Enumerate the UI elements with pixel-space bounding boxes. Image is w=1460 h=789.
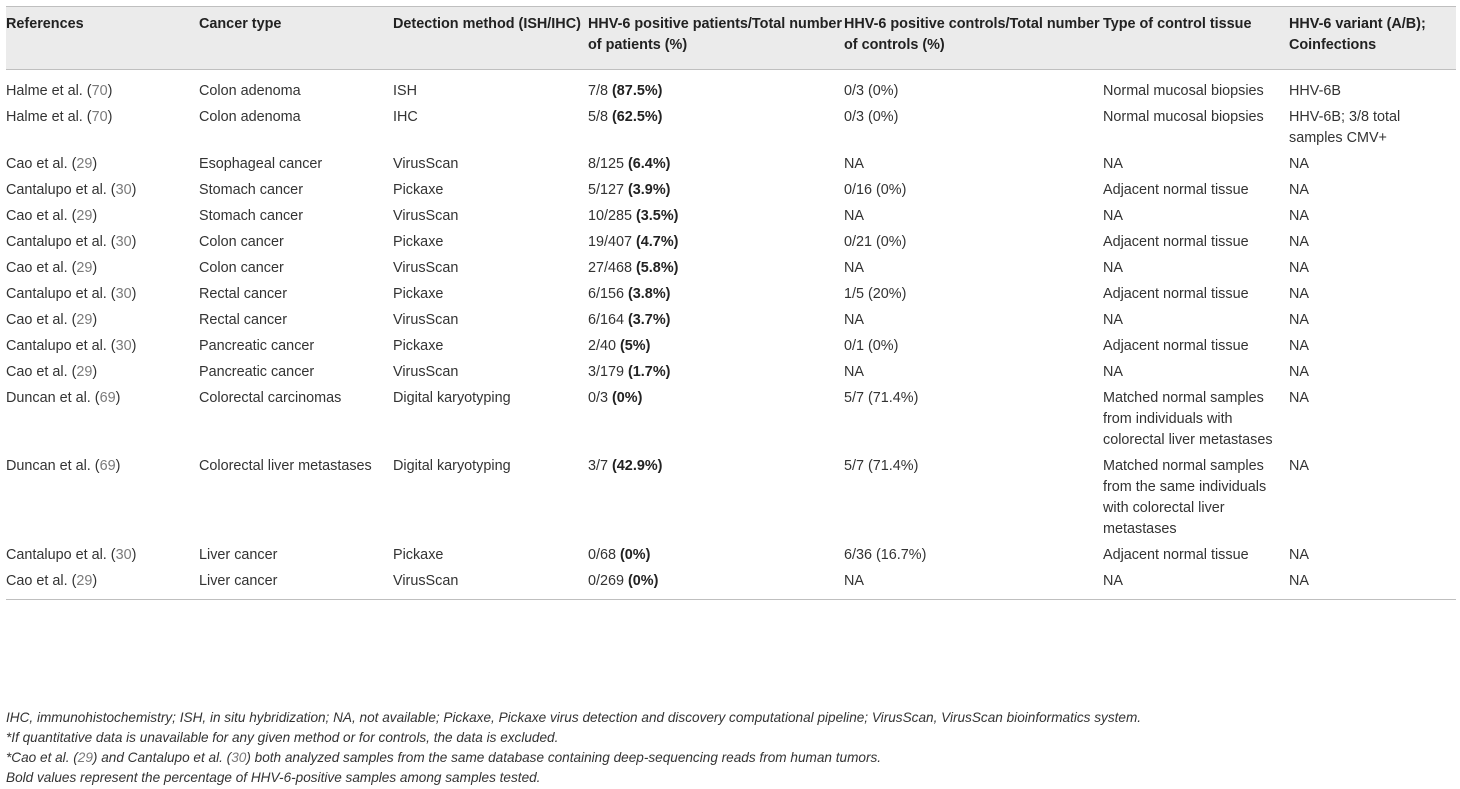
table-body xyxy=(6,70,1456,600)
cell-cancer-type: Pancreatic cancer xyxy=(199,338,315,354)
cell-reference: Cantalupo et al. (30) xyxy=(6,338,137,354)
patients-percent: (3.9%) xyxy=(628,182,671,198)
citation-link[interactable]: 69 xyxy=(99,390,116,406)
table-row xyxy=(6,384,1456,452)
cell-detection-method: Digital karyotyping xyxy=(393,390,511,406)
cell-detection-method: Digital karyotyping xyxy=(393,458,511,474)
table-row xyxy=(6,358,1456,384)
cell-control-tissue: NA xyxy=(1103,208,1123,224)
patients-percent: (42.9%) xyxy=(612,458,663,474)
header-positive-controls: HHV-6 positive controls/Total number of controls (%) xyxy=(844,16,1100,53)
citation-link[interactable]: 29 xyxy=(76,260,93,276)
cell-control-tissue: Matched normal samples from the same individuals with colorectal liver metastases xyxy=(1103,458,1267,537)
cell-cancer-type: Colon cancer xyxy=(199,260,284,276)
cell-positive-controls: 0/3 (0%) xyxy=(844,109,899,125)
reference-author: Cao et al. xyxy=(6,156,68,172)
patients-ratio: 6/164 xyxy=(588,312,625,328)
cell-positive-patients xyxy=(588,384,844,452)
cell-variant: NA xyxy=(1289,338,1309,354)
citation-link[interactable]: 70 xyxy=(91,83,108,99)
table-row xyxy=(6,452,1456,541)
cell-variant: NA xyxy=(1289,182,1309,198)
cell-positive-controls: 6/36 (16.7%) xyxy=(844,547,927,563)
footnote-text: *Cao et al. ( xyxy=(6,750,78,765)
cell-positive-controls: 0/16 (0%) xyxy=(844,182,907,198)
cell-positive-controls: NA xyxy=(844,260,864,276)
cell-control-tissue: NA xyxy=(1103,573,1123,589)
cell-cancer-type: Colorectal carcinomas xyxy=(199,390,342,406)
table-row xyxy=(6,567,1456,600)
table-row xyxy=(6,254,1456,280)
table-row xyxy=(6,176,1456,202)
patients-percent: (0%) xyxy=(628,573,659,589)
header-positive-patients: HHV-6 positive patients/Total number of patients (%) xyxy=(588,16,843,53)
cell-positive-patients xyxy=(588,358,844,384)
cell-cancer-type: Colon cancer xyxy=(199,234,284,250)
cell-positive-patients xyxy=(588,254,844,280)
footnote-abbreviations: IHC, immunohistochemistry; ISH, in situ hybridization; NA, not available; Pickaxe, Pickaxe virus detection and discovery computational pipeline; VirusScan, VirusScan bioinformatics system. xyxy=(6,710,1142,725)
cell-reference: Cantalupo et al. (30) xyxy=(6,234,137,250)
cell-control-tissue: NA xyxy=(1103,364,1123,380)
reference-author: Cao et al. xyxy=(6,573,68,589)
cell-detection-method: ISH xyxy=(393,83,417,99)
table-row xyxy=(6,228,1456,254)
patients-ratio: 19/407 xyxy=(588,234,633,250)
cell-variant: NA xyxy=(1289,547,1309,563)
reference-author: Halme et al. xyxy=(6,109,83,125)
cell-detection-method: Pickaxe xyxy=(393,182,444,198)
cell-variant: NA xyxy=(1289,390,1309,406)
patients-ratio: 0/3 xyxy=(588,390,609,406)
patients-percent: (0%) xyxy=(612,390,643,406)
cell-detection-method: VirusScan xyxy=(393,260,459,276)
cell-positive-patients xyxy=(588,280,844,306)
cell-control-tissue: Adjacent normal tissue xyxy=(1103,182,1249,198)
cell-positive-patients xyxy=(588,70,844,104)
citation-link[interactable]: 69 xyxy=(99,458,116,474)
cell-positive-patients xyxy=(588,150,844,176)
cell-positive-patients xyxy=(588,103,844,150)
cell-detection-method: VirusScan xyxy=(393,156,459,172)
patients-ratio: 7/8 xyxy=(588,83,609,99)
cell-control-tissue: Matched normal samples from individuals with colorectal liver metastases xyxy=(1103,390,1273,448)
cell-reference: Duncan et al. (69) xyxy=(6,458,121,474)
cell-cancer-type: Pancreatic cancer xyxy=(199,364,315,380)
patients-percent: (4.7%) xyxy=(636,234,679,250)
cell-cancer-type: Esophageal cancer xyxy=(199,156,323,172)
cell-detection-method: VirusScan xyxy=(393,208,459,224)
hhv6-cancer-table xyxy=(6,6,1456,600)
patients-ratio: 0/269 xyxy=(588,573,625,589)
cell-reference: Duncan et al. (69) xyxy=(6,390,121,406)
reference-author: Cao et al. xyxy=(6,260,68,276)
cell-detection-method: Pickaxe xyxy=(393,286,444,302)
patients-percent: (62.5%) xyxy=(612,109,663,125)
table-row xyxy=(6,202,1456,228)
citation-link[interactable]: 29 xyxy=(77,750,93,765)
reference-author: Cantalupo et al. xyxy=(6,234,107,250)
cell-positive-controls: 1/5 (20%) xyxy=(844,286,907,302)
cell-positive-controls: NA xyxy=(844,312,864,328)
patients-ratio: 10/285 xyxy=(588,208,633,224)
cell-cancer-type: Colon adenoma xyxy=(199,83,301,99)
reference-author: Cantalupo et al. xyxy=(6,338,107,354)
patients-percent: (3.5%) xyxy=(636,208,679,224)
reference-author: Duncan et al. xyxy=(6,390,91,406)
cell-variant: HHV-6B; 3/8 total samples CMV+ xyxy=(1289,109,1401,146)
cell-control-tissue: NA xyxy=(1103,156,1123,172)
cell-control-tissue: NA xyxy=(1103,260,1123,276)
cell-positive-patients xyxy=(588,332,844,358)
cell-control-tissue: Adjacent normal tissue xyxy=(1103,286,1249,302)
cell-reference: Cao et al. (29) xyxy=(6,260,98,276)
cell-positive-patients xyxy=(588,306,844,332)
cell-variant: NA xyxy=(1289,156,1309,172)
footnote-quantitative: *If quantitative data is unavailable for any given method or for controls, the data is excluded. xyxy=(6,730,559,745)
cell-variant: NA xyxy=(1289,364,1309,380)
patients-percent: (3.8%) xyxy=(628,286,671,302)
cell-positive-controls: NA xyxy=(844,364,864,380)
data-table-container xyxy=(6,6,1456,600)
reference-author: Cantalupo et al. xyxy=(6,547,107,563)
reference-author: Cao et al. xyxy=(6,312,68,328)
cell-reference: Cantalupo et al. (30) xyxy=(6,286,137,302)
citation-link[interactable]: 70 xyxy=(91,109,108,125)
footnote-text: ) both analyzed samples from the same database containing deep-sequencing reads from human tumors. xyxy=(246,750,882,765)
cell-positive-patients xyxy=(588,228,844,254)
table-row xyxy=(6,306,1456,332)
cell-variant: NA xyxy=(1289,458,1309,474)
cell-reference: Cao et al. (29) xyxy=(6,156,98,172)
cell-variant: NA xyxy=(1289,260,1309,276)
table-row xyxy=(6,541,1456,567)
citation-link[interactable]: 29 xyxy=(76,156,93,172)
cell-detection-method: IHC xyxy=(393,109,418,125)
patients-percent: (5.8%) xyxy=(636,260,679,276)
cell-cancer-type: Colorectal liver metastases xyxy=(199,458,372,474)
cell-control-tissue: Adjacent normal tissue xyxy=(1103,234,1249,250)
cell-cancer-type: Rectal cancer xyxy=(199,312,287,328)
patients-percent: (87.5%) xyxy=(612,83,663,99)
cell-control-tissue: Normal mucosal biopsies xyxy=(1103,83,1264,99)
cell-detection-method: Pickaxe xyxy=(393,338,444,354)
table-footnotes xyxy=(6,708,1456,788)
citation-link[interactable]: 30 xyxy=(115,547,132,563)
cell-reference: Halme et al. (70) xyxy=(6,83,113,99)
table-header-row xyxy=(6,7,1456,70)
citation-link[interactable]: 29 xyxy=(76,312,93,328)
reference-author: Cantalupo et al. xyxy=(6,182,107,198)
cell-detection-method: VirusScan xyxy=(393,364,459,380)
cell-reference: Cao et al. (29) xyxy=(6,312,98,328)
cell-reference: Cantalupo et al. (30) xyxy=(6,182,137,198)
cell-detection-method: VirusScan xyxy=(393,573,459,589)
header-control-tissue: Type of control tissue xyxy=(1103,16,1252,32)
cell-control-tissue: Adjacent normal tissue xyxy=(1103,547,1249,563)
cell-cancer-type: Stomach cancer xyxy=(199,182,303,198)
reference-author: Halme et al. xyxy=(6,83,83,99)
table-row xyxy=(6,70,1456,104)
cell-variant: NA xyxy=(1289,286,1309,302)
cell-reference: Cao et al. (29) xyxy=(6,208,98,224)
cell-cancer-type: Liver cancer xyxy=(199,547,278,563)
cell-positive-controls: 0/3 (0%) xyxy=(844,83,899,99)
patients-percent: (1.7%) xyxy=(628,364,671,380)
cell-positive-controls: 5/7 (71.4%) xyxy=(844,390,919,406)
reference-author: Cao et al. xyxy=(6,208,68,224)
patients-ratio: 2/40 xyxy=(588,338,617,354)
cell-positive-controls: NA xyxy=(844,573,864,589)
patients-percent: (3.7%) xyxy=(628,312,671,328)
patients-ratio: 5/127 xyxy=(588,182,625,198)
patients-ratio: 6/156 xyxy=(588,286,625,302)
cell-variant: HHV-6B xyxy=(1289,83,1341,99)
citation-link[interactable]: 30 xyxy=(231,750,247,765)
cell-positive-controls: 5/7 (71.4%) xyxy=(844,458,919,474)
citation-link[interactable]: 30 xyxy=(115,182,132,198)
patients-ratio: 27/468 xyxy=(588,260,633,276)
patients-percent: (5%) xyxy=(620,338,651,354)
patients-percent: (6.4%) xyxy=(628,156,671,172)
cell-positive-patients xyxy=(588,567,844,600)
reference-author: Duncan et al. xyxy=(6,458,91,474)
cell-cancer-type: Colon adenoma xyxy=(199,109,301,125)
citation-link[interactable]: 30 xyxy=(115,234,132,250)
cell-cancer-type: Rectal cancer xyxy=(199,286,287,302)
table-row xyxy=(6,280,1456,306)
table-row xyxy=(6,332,1456,358)
footnote-bold-values: Bold values represent the percentage of HHV-6-positive samples among samples tested. xyxy=(6,770,541,785)
citation-link[interactable]: 30 xyxy=(115,338,132,354)
cell-variant: NA xyxy=(1289,208,1309,224)
cell-cancer-type: Liver cancer xyxy=(199,573,278,589)
cell-positive-patients xyxy=(588,202,844,228)
citation-link[interactable]: 30 xyxy=(115,286,132,302)
cell-reference: Halme et al. (70) xyxy=(6,109,113,125)
citation-link[interactable]: 29 xyxy=(76,573,93,589)
cell-variant: NA xyxy=(1289,234,1309,250)
reference-author: Cantalupo et al. xyxy=(6,286,107,302)
cell-control-tissue: Normal mucosal biopsies xyxy=(1103,109,1264,125)
patients-ratio: 3/179 xyxy=(588,364,625,380)
header-variant: HHV-6 variant (A/B); Coinfections xyxy=(1289,16,1426,53)
patients-ratio: 0/68 xyxy=(588,547,617,563)
cell-positive-patients xyxy=(588,176,844,202)
cell-detection-method: Pickaxe xyxy=(393,234,444,250)
citation-link[interactable]: 29 xyxy=(76,208,93,224)
cell-positive-controls: 0/21 (0%) xyxy=(844,234,907,250)
reference-author: Cao et al. xyxy=(6,364,68,380)
cell-control-tissue: NA xyxy=(1103,312,1123,328)
cell-variant: NA xyxy=(1289,312,1309,328)
table-row xyxy=(6,150,1456,176)
cell-positive-controls: 0/1 (0%) xyxy=(844,338,899,354)
cell-positive-controls: NA xyxy=(844,208,864,224)
header-cancer-type: Cancer type xyxy=(199,16,282,32)
table-row xyxy=(6,103,1456,150)
cell-detection-method: Pickaxe xyxy=(393,547,444,563)
citation-link[interactable]: 29 xyxy=(76,364,93,380)
cell-positive-controls: NA xyxy=(844,156,864,172)
cell-variant: NA xyxy=(1289,573,1309,589)
cell-reference: Cao et al. (29) xyxy=(6,573,98,589)
cell-control-tissue: Adjacent normal tissue xyxy=(1103,338,1249,354)
cell-reference: Cao et al. (29) xyxy=(6,364,98,380)
cell-detection-method: VirusScan xyxy=(393,312,459,328)
header-detection-method: Detection method (ISH/IHC) xyxy=(393,16,581,32)
patients-ratio: 5/8 xyxy=(588,109,609,125)
footnote-text: ) and Cantalupo et al. ( xyxy=(92,750,232,765)
patients-ratio: 3/7 xyxy=(588,458,609,474)
footnote-database xyxy=(6,748,1456,768)
cell-reference: Cantalupo et al. (30) xyxy=(6,547,137,563)
cell-cancer-type: Stomach cancer xyxy=(199,208,303,224)
cell-positive-patients xyxy=(588,541,844,567)
patients-ratio: 8/125 xyxy=(588,156,625,172)
patients-percent: (0%) xyxy=(620,547,651,563)
header-references: References xyxy=(6,16,84,32)
cell-positive-patients xyxy=(588,452,844,541)
